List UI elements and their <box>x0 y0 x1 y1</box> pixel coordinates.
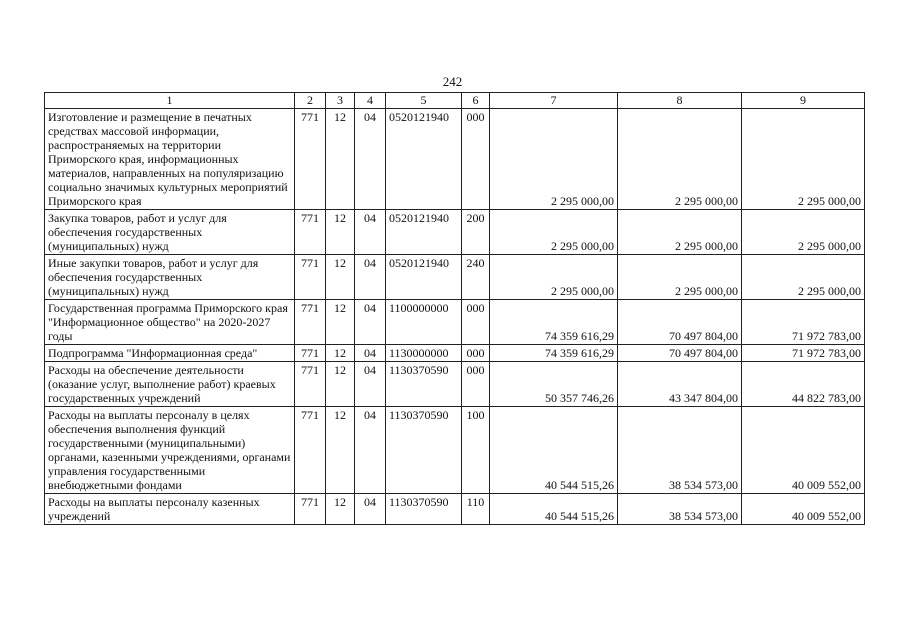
cell-name: Иные закупки товаров, работ и услуг для обеспечения государственных (муниципальных) нужд <box>45 255 295 300</box>
cell-amount-col8: 70 497 804,00 <box>618 345 742 362</box>
cell-section: 12 <box>326 407 355 494</box>
cell-expense-type: 000 <box>462 109 490 210</box>
table-row <box>45 362 865 407</box>
table-row <box>45 255 865 300</box>
table-row <box>45 109 865 210</box>
cell-amount-col8: 2 295 000,00 <box>618 255 742 300</box>
cell-expense-type: 200 <box>462 210 490 255</box>
cell-admin-code: 771 <box>295 362 326 407</box>
table-row <box>45 407 865 494</box>
header-cell: 2 <box>295 93 326 109</box>
cell-amount-col9: 40 009 552,00 <box>742 494 865 525</box>
cell-name: Закупка товаров, работ и услуг для обеспечения государственных (муниципальных) нужд <box>45 210 295 255</box>
cell-amount-col9: 71 972 783,00 <box>742 345 865 362</box>
cell-subsection: 04 <box>355 300 386 345</box>
cell-section: 12 <box>326 210 355 255</box>
cell-subsection: 04 <box>355 210 386 255</box>
cell-target-article: 0520121940 <box>386 109 462 210</box>
cell-expense-type: 000 <box>462 345 490 362</box>
cell-amount-col7: 2 295 000,00 <box>490 210 618 255</box>
cell-subsection: 04 <box>355 109 386 210</box>
cell-amount-col8: 70 497 804,00 <box>618 300 742 345</box>
cell-section: 12 <box>326 109 355 210</box>
cell-target-article: 1130370590 <box>386 407 462 494</box>
cell-amount-col9: 2 295 000,00 <box>742 255 865 300</box>
cell-expense-type: 000 <box>462 300 490 345</box>
cell-name: Расходы на выплаты персоналу казенных учреждений <box>45 494 295 525</box>
cell-expense-type: 240 <box>462 255 490 300</box>
cell-admin-code: 771 <box>295 210 326 255</box>
header-row <box>45 93 865 109</box>
table-row <box>45 210 865 255</box>
budget-table <box>44 92 865 525</box>
cell-name: Расходы на обеспечение деятельности (оказание услуг, выполнение работ) краевых государственных учреждений <box>45 362 295 407</box>
cell-target-article: 1130370590 <box>386 494 462 525</box>
header-cell: 1 <box>45 93 295 109</box>
cell-amount-col7: 74 359 616,29 <box>490 345 618 362</box>
table-row <box>45 345 865 362</box>
cell-expense-type: 110 <box>462 494 490 525</box>
header-cell: 7 <box>490 93 618 109</box>
cell-amount-col7: 2 295 000,00 <box>490 109 618 210</box>
cell-section: 12 <box>326 345 355 362</box>
cell-subsection: 04 <box>355 494 386 525</box>
header-cell: 8 <box>618 93 742 109</box>
cell-admin-code: 771 <box>295 300 326 345</box>
cell-amount-col8: 2 295 000,00 <box>618 109 742 210</box>
cell-name: Изготовление и размещение в печатных средствах массовой информации, распространяемых на территории Приморского края, информационных материалов, направленных на популяризацию социально значимых культурных мероприятий Приморского края <box>45 109 295 210</box>
cell-subsection: 04 <box>355 362 386 407</box>
cell-amount-col7: 2 295 000,00 <box>490 255 618 300</box>
table-row <box>45 494 865 525</box>
header-cell: 6 <box>462 93 490 109</box>
table-row <box>45 300 865 345</box>
header-cell: 5 <box>386 93 462 109</box>
cell-expense-type: 100 <box>462 407 490 494</box>
cell-amount-col7: 50 357 746,26 <box>490 362 618 407</box>
cell-admin-code: 771 <box>295 345 326 362</box>
cell-target-article: 1130370590 <box>386 362 462 407</box>
cell-section: 12 <box>326 255 355 300</box>
cell-subsection: 04 <box>355 255 386 300</box>
cell-subsection: 04 <box>355 407 386 494</box>
cell-amount-col7: 74 359 616,29 <box>490 300 618 345</box>
cell-amount-col8: 2 295 000,00 <box>618 210 742 255</box>
cell-section: 12 <box>326 494 355 525</box>
cell-admin-code: 771 <box>295 109 326 210</box>
header-cell: 3 <box>326 93 355 109</box>
header-cell: 9 <box>742 93 865 109</box>
cell-amount-col9: 2 295 000,00 <box>742 109 865 210</box>
page-number: 242 <box>442 74 463 89</box>
cell-target-article: 0520121940 <box>386 255 462 300</box>
cell-admin-code: 771 <box>295 407 326 494</box>
cell-target-article: 1100000000 <box>386 300 462 345</box>
header-cell: 4 <box>355 93 386 109</box>
cell-admin-code: 771 <box>295 494 326 525</box>
cell-amount-col9: 44 822 783,00 <box>742 362 865 407</box>
cell-name: Государственная программа Приморского края "Информационное общество" на 2020-2027 годы <box>45 300 295 345</box>
cell-expense-type: 000 <box>462 362 490 407</box>
cell-subsection: 04 <box>355 345 386 362</box>
cell-amount-col8: 43 347 804,00 <box>618 362 742 407</box>
cell-amount-col8: 38 534 573,00 <box>618 407 742 494</box>
cell-amount-col9: 71 972 783,00 <box>742 300 865 345</box>
table-body <box>45 93 865 525</box>
cell-section: 12 <box>326 300 355 345</box>
cell-target-article: 1130000000 <box>386 345 462 362</box>
cell-name: Подпрограмма "Информационная среда" <box>45 345 295 362</box>
cell-target-article: 0520121940 <box>386 210 462 255</box>
cell-amount-col9: 40 009 552,00 <box>742 407 865 494</box>
cell-amount-col8: 38 534 573,00 <box>618 494 742 525</box>
cell-admin-code: 771 <box>295 255 326 300</box>
cell-amount-col9: 2 295 000,00 <box>742 210 865 255</box>
cell-amount-col7: 40 544 515,26 <box>490 407 618 494</box>
cell-section: 12 <box>326 362 355 407</box>
cell-amount-col7: 40 544 515,26 <box>490 494 618 525</box>
cell-name: Расходы на выплаты персоналу в целях обеспечения выполнения функций государственными (муниципальными) органами, казенными учреждениями, органами управления государственными внебюджетными фондами <box>45 407 295 494</box>
